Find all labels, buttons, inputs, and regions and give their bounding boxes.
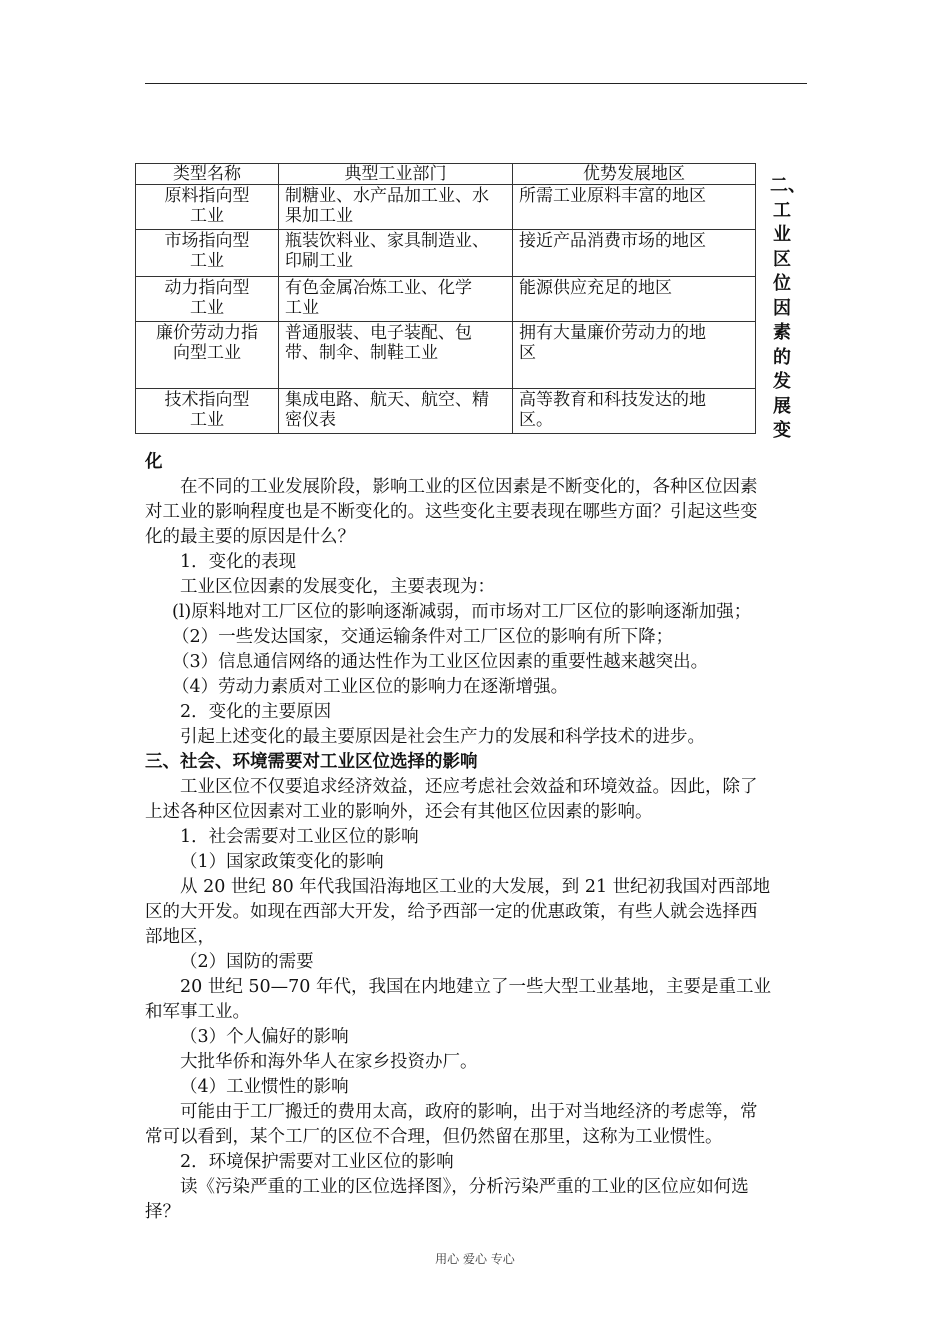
list-item: （3）信息通信网络的通达性作为工业区位因素的重要性越来越突出。: [172, 652, 709, 672]
paragraph-line: 工业区位不仅要追求经济效益，还应考虑社会效益和环境效益。因此，除了: [180, 777, 758, 797]
heading-char: 发: [773, 371, 791, 392]
point-title: （4）工业惯性的影响: [180, 1077, 349, 1097]
subheading: 1．变化的表现: [180, 552, 297, 572]
paragraph-line: 20 世纪 50—70 年代，我国在内地建立了一些大型工业基地，主要是重工业: [180, 977, 771, 997]
table-header-cell: 优势发展地区: [513, 164, 756, 185]
paragraph-line: 可能由于工厂搬迁的费用太高，政府的影响，出于对当地经济的考虑等，常: [180, 1102, 758, 1122]
heading-char: 区: [773, 248, 791, 270]
heading-char: 变: [773, 420, 791, 441]
subheading: 2．环境保护需要对工业区位的影响: [180, 1152, 454, 1172]
paragraph-line: 区的大开发。如现在西部大开发，给予西部一定的优惠政策，有些人就会选择西: [145, 902, 758, 922]
paragraph-line: 常可以看到，某个工厂的区位不合理，但仍然留在那里，这称为工业惯性。: [145, 1127, 723, 1147]
heading-char: 工: [773, 199, 791, 221]
advantage-region-cell: 所需工业原料丰富的地区: [513, 185, 756, 230]
section-2-heading-vertical: [770, 174, 806, 444]
table-row: [136, 389, 756, 434]
paragraph-line: 和军事工业。: [145, 1002, 250, 1022]
paragraph-line: 上述各种区位因素对工业的影响外，还会有其他区位因素的影响。: [145, 802, 653, 822]
paragraph-line: 引起上述变化的最主要原因是社会生产力的发展和科学技术的进步。: [180, 727, 705, 747]
table-row: [136, 277, 756, 322]
subheading: 2．变化的主要原因: [180, 702, 332, 722]
table-header-cell: 类型名称: [136, 164, 279, 185]
point-title: （3）个人偏好的影响: [180, 1027, 349, 1047]
header-rule: [145, 83, 807, 84]
industry-type-cell: 技术指向型 工业: [136, 389, 279, 434]
heading-char: 素: [773, 322, 791, 343]
paragraph-line: 择？: [145, 1202, 180, 1222]
paragraph-line: 读《污染严重的工业的区位选择图》，分析污染严重的工业的区位应如何选: [180, 1177, 749, 1197]
paragraph-line: 在不同的工业发展阶段，影响工业的区位因素是不断变化的，各种区位因素: [180, 477, 758, 497]
paragraph-line: 化的最主要的原因是什么？: [145, 527, 355, 547]
industry-type-cell: 廉价劳动力指 向型工业: [136, 322, 279, 389]
industry-sectors-cell: 制糖业、水产品加工业、水 果加工业: [279, 185, 513, 230]
subheading: 1．社会需要对工业区位的影响: [180, 827, 419, 847]
paragraph-line: 部地区，: [145, 927, 215, 947]
point-title: （2）国防的需要: [180, 952, 314, 972]
list-item: （2）一些发达国家，交通运输条件对工厂区位的影响有所下降；: [172, 627, 674, 647]
heading-char: 展: [773, 395, 791, 417]
industry-type-cell: 动力指向型 工业: [136, 277, 279, 322]
heading-char: 二、: [770, 175, 806, 196]
paragraph-line: 对工业的影响程度也是不断变化的。这些变化主要表现在哪些方面？引起这些变: [145, 502, 758, 522]
table-row: [136, 185, 756, 230]
industry-sectors-cell: 瓶装饮料业、家具制造业、 印刷工业: [279, 230, 513, 277]
heading-char: 业: [773, 224, 791, 245]
page-footer: 用心 爱心 专心: [435, 1252, 515, 1266]
advantage-region-cell: 拥有大量廉价劳动力的地 区: [513, 322, 756, 389]
heading-char: 的: [773, 346, 791, 368]
section-2-heading-end: 化: [145, 452, 163, 472]
paragraph-line: 从 20 世纪 80 年代我国沿海地区工业的大发展，到 21 世纪初我国对西部地: [180, 877, 771, 897]
section-3-heading: 三、社会、环境需要对工业区位选择的影响: [145, 752, 478, 772]
advantage-region-cell: 能源供应充足的地区: [513, 277, 756, 322]
table-row: [136, 322, 756, 389]
list-item: (l)原料地对工厂区位的影响逐渐减弱，而市场对工厂区位的影响逐渐加强；: [172, 602, 752, 622]
industry-sectors-cell: 普通服装、电子装配、包 带、制伞、制鞋工业: [279, 322, 513, 389]
advantage-region-cell: 接近产品消费市场的地区: [513, 230, 756, 277]
paragraph-line: 工业区位因素的发展变化，主要表现为：: [180, 577, 495, 597]
industry-type-cell: 市场指向型 工业: [136, 230, 279, 277]
heading-char: 位: [773, 273, 791, 294]
industry-sectors-cell: 集成电路、航天、航空、精 密仪表: [279, 389, 513, 434]
industry-type-cell: 原料指向型 工业: [136, 185, 279, 230]
list-item: （4）劳动力素质对工业区位的影响力在逐渐增强。: [172, 677, 569, 697]
industry-type-table: [135, 163, 756, 434]
point-title: （1）国家政策变化的影响: [180, 852, 384, 872]
advantage-region-cell: 高等教育和科技发达的地 区。: [513, 389, 756, 434]
table-header-row: [136, 164, 756, 185]
table-header-cell: 典型工业部门: [279, 164, 513, 185]
table-row: [136, 230, 756, 277]
heading-char: 因: [773, 297, 791, 319]
paragraph-line: 大批华侨和海外华人在家乡投资办厂。: [180, 1052, 478, 1072]
industry-sectors-cell: 有色金属冶炼工业、化学 工业: [279, 277, 513, 322]
